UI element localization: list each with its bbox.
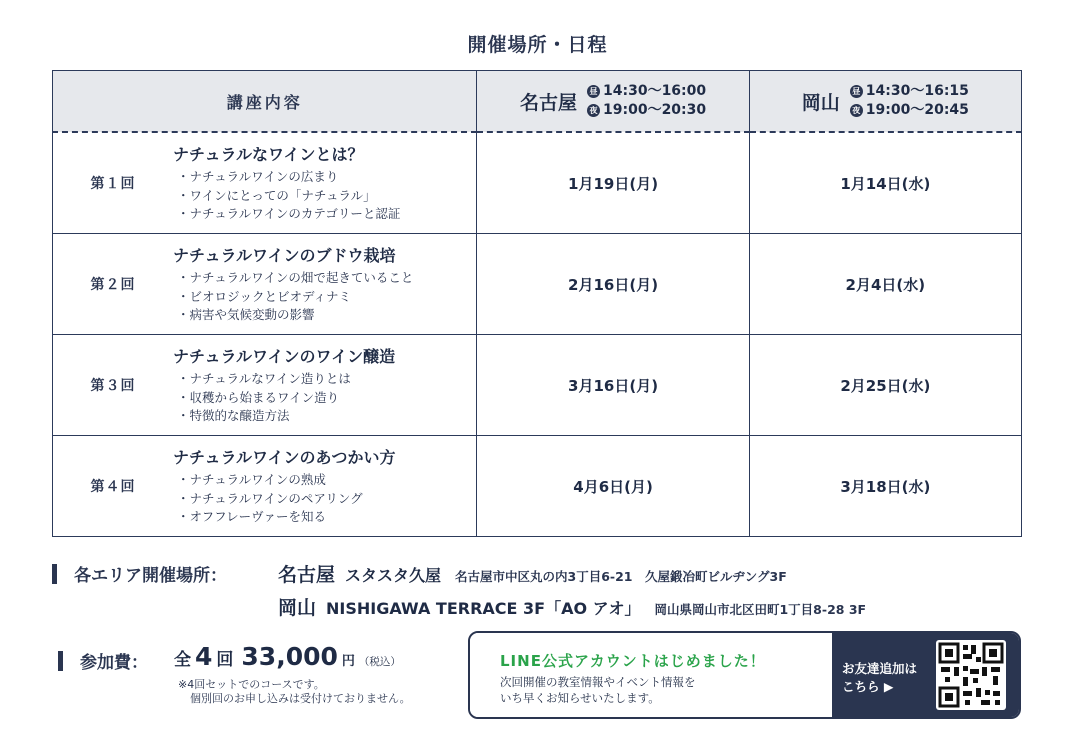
- fee-label: 参加費：: [80, 653, 148, 673]
- course-cell: [53, 234, 477, 335]
- qr-code-icon[interactable]: [936, 640, 1006, 710]
- venue-address: 名古屋市中区丸の内3丁目6-21 久屋鍛冶町ビルヂング3F: [455, 569, 787, 584]
- course-cell: [53, 132, 477, 234]
- course-title: ナチュラルなワインとは？: [173, 145, 364, 165]
- date-nagoya: 1月19日(月): [477, 132, 749, 234]
- date-okayama: 3月18日(水): [749, 436, 1021, 537]
- fee-note: ※4回セットでのコースです。 個別回のお申し込みは受付けておりません。: [178, 678, 411, 705]
- venue-label: 各エリア開催場所：: [74, 566, 227, 586]
- day-badge-icon: 昼: [587, 85, 600, 98]
- schedule-table: [52, 70, 1022, 537]
- course-item: ・ビオロジックとビオディナミ: [177, 288, 352, 304]
- date-okayama: 1月14日(水): [749, 132, 1021, 234]
- venue-row-okayama: [278, 593, 866, 620]
- venue-city: 名古屋: [278, 564, 336, 586]
- course-item: ・ナチュラルワインのカテゴリーと認証: [177, 206, 401, 222]
- session-number: 第４回: [90, 479, 136, 495]
- date-nagoya: 3月16日(月): [477, 335, 749, 436]
- venue-city: 岡山: [278, 597, 317, 619]
- course-item: ・収穫から始まるワイン造り: [177, 389, 340, 405]
- line-banner[interactable]: [468, 631, 1021, 719]
- line-cta-panel[interactable]: [832, 633, 1021, 717]
- course-item: ・ワインにとっての「ナチュラル」: [177, 187, 376, 203]
- course-item: ・オフフレーヴァーを知る: [177, 509, 327, 525]
- table-header-row: [53, 71, 1022, 133]
- table-row: [53, 234, 1022, 335]
- course-item: ・ナチュラルワインのペアリング: [177, 490, 363, 506]
- night-badge-icon: 夜: [587, 104, 600, 117]
- course-item: ・ナチュラルワインの熟成: [177, 472, 326, 488]
- page-title: 開催場所・日程: [467, 34, 608, 56]
- table-row: [53, 335, 1022, 436]
- date-okayama: 2月25日(水): [749, 335, 1021, 436]
- day-time: 14:30〜16:00: [603, 83, 707, 99]
- date-nagoya: 4月6日(月): [477, 436, 749, 537]
- venue-address: 岡山県岡山市北区田町1丁目8-28 3F: [654, 602, 867, 617]
- session-number: 第２回: [90, 277, 136, 293]
- course-item: ・特徴的な醸造方法: [177, 408, 290, 424]
- date-okayama: 2月4日(水): [749, 234, 1021, 335]
- header-nagoya: [477, 71, 749, 133]
- section-bar-icon: [52, 564, 57, 584]
- city-name: 岡山: [801, 91, 840, 114]
- line-heading: LINE公式アカウントはじめました！: [500, 652, 766, 670]
- venue-name: スタスタ久屋: [345, 566, 442, 585]
- table-row: [53, 436, 1022, 537]
- course-item: ・ナチュラルワインの広まり: [177, 169, 339, 185]
- night-time: 19:00〜20:45: [865, 102, 969, 118]
- session-number: 第１回: [90, 176, 136, 192]
- day-badge-icon: 昼: [850, 85, 863, 98]
- night-badge-icon: 夜: [850, 104, 863, 117]
- session-number: 第３回: [90, 378, 136, 394]
- date-nagoya: 2月16日(月): [477, 234, 749, 335]
- header-course: 講座内容: [53, 71, 477, 133]
- fee-amount: 全 4 回 33,000 円 （税込）: [174, 642, 401, 671]
- venue-row-nagoya: [278, 560, 787, 587]
- course-item: ・ナチュラルワインの畑で起きていること: [177, 270, 414, 286]
- header-okayama: [749, 71, 1021, 133]
- night-time: 19:00〜20:30: [603, 102, 707, 118]
- course-cell: [53, 436, 477, 537]
- add-friend-link[interactable]: お友達追加は こちら ▶: [842, 661, 918, 694]
- course-item: ・ナチュラルなワイン造りとは: [177, 371, 351, 387]
- day-time: 14:30〜16:15: [865, 83, 969, 99]
- line-description: 次回開催の教室情報やイベント情報を いち早くお知らせいたします。: [500, 675, 696, 705]
- course-title: ナチュラルワインのブドウ栽培: [173, 246, 396, 266]
- table-row: [53, 132, 1022, 234]
- course-item: ・病害や気候変動の影響: [177, 307, 315, 323]
- section-bar-icon: [58, 651, 63, 671]
- fee-price: 33,000: [241, 642, 338, 671]
- venue-name: NISHIGAWA TERRACE 3F「AO アオ」: [326, 599, 641, 618]
- course-title: ナチュラルワインのワイン醸造: [173, 347, 396, 367]
- city-name: 名古屋: [519, 91, 577, 114]
- course-title: ナチュラルワインのあつかい方: [173, 448, 396, 468]
- course-cell: [53, 335, 477, 436]
